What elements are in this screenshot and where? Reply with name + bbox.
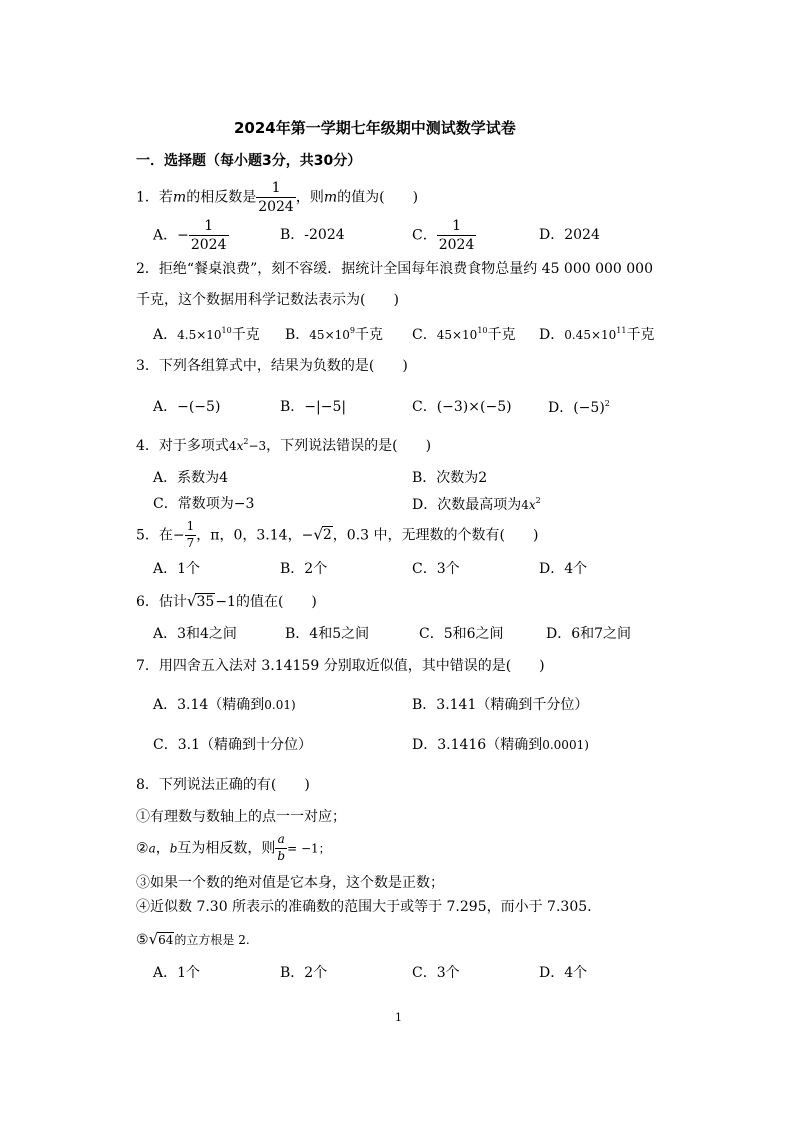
q4-option-d: D．次数最高项为$4x^2$ bbox=[412, 496, 541, 513]
q7-option-b: B．3.141（精确到千分位） bbox=[412, 697, 589, 713]
question-4: 4．对于多项式$4x^2-3$，下列说法错误的是( ) bbox=[136, 437, 432, 454]
q3-option-b: B．−|−5| bbox=[280, 399, 347, 415]
q5-option-b: B．2个 bbox=[280, 561, 328, 577]
q4-option-a: A．系数为4 bbox=[153, 470, 229, 486]
fraction: $\frac{1}{2024}$ bbox=[190, 218, 227, 254]
q6-option-d: D．6和7之间 bbox=[546, 626, 632, 642]
q1-option-b: B．-2024 bbox=[280, 227, 345, 243]
question-3: 3．下列各组算式中，结果为负数的是( ) bbox=[136, 358, 408, 374]
question-7: 7．用四舍五入法对 3.14159 分别取近似值，其中错误的是( ) bbox=[136, 658, 545, 674]
question-2-line-1: 2．拒绝“餐桌浪费”，刻不容缓．据统计全国每年浪费食物总量约 45 000 000 000 bbox=[136, 261, 654, 277]
q7-option-d: D．3.1416（精确到0.0001) bbox=[412, 737, 589, 753]
q2-option-a: A．$4.5\times 10^{10}$千克 bbox=[153, 326, 260, 343]
fraction: $\frac{a}{b}$ bbox=[277, 832, 286, 863]
q4-option-c: C．常数项为−3 bbox=[153, 496, 255, 512]
question-1: 1．若m的相反数是 $\frac{1}{2024}$ ，则m的值为( ) bbox=[136, 180, 419, 216]
q2-option-d: D．$0.45\times 10^{11}$千克 bbox=[539, 326, 655, 343]
section-heading: 一．选择题（每小题3分，共30分） bbox=[136, 153, 362, 169]
q8-statement-5: ⑤√64的立方根是 2. bbox=[136, 930, 250, 948]
fraction: $\frac{1}{7}$ bbox=[186, 519, 195, 550]
q6-option-a: A．3和4之间 bbox=[153, 626, 237, 642]
q8-statement-1: ①有理数与数轴上的点一一对应； bbox=[136, 809, 346, 825]
q7-option-c: C．3.1（精确到十分位） bbox=[153, 737, 312, 753]
fraction: $\frac{1}{2024}$ bbox=[258, 180, 294, 216]
q3-option-c: C．(−3)×(−5) bbox=[412, 399, 512, 415]
q2-option-c: C．$45\times 10^{10}$千克 bbox=[412, 326, 516, 343]
q5-option-c: C．3个 bbox=[412, 561, 460, 577]
radical-sign: √ bbox=[148, 930, 159, 948]
q1-option-c: C． $\frac{1}{2024}$ bbox=[412, 218, 475, 254]
q5-option-d: D．4个 bbox=[539, 561, 588, 577]
question-8: 8．下列说法正确的有( ) bbox=[136, 777, 310, 793]
question-6: 6．估计√35−1的值在( ) bbox=[136, 592, 317, 610]
exam-title: 2024年第一学期七年级期中测试数学试卷 bbox=[234, 119, 516, 137]
q7-option-a: A．3.14（精确到0.01) bbox=[153, 697, 296, 713]
q8-option-c: C．3个 bbox=[412, 965, 460, 981]
q8-statement-4: ④近似数 7.30 所表示的准确数的范围大于或等于 7.295，而小于 7.305. bbox=[136, 899, 592, 915]
q8-option-a: A．1个 bbox=[153, 965, 201, 981]
q3-option-d: D．$(-5)^2$ bbox=[548, 399, 610, 416]
q6-option-c: C．5和6之间 bbox=[419, 626, 504, 642]
q8-statement-3: ③如果一个数的绝对值是它本身，这个数是正数； bbox=[136, 875, 444, 891]
q1-option-d: D．2024 bbox=[539, 227, 600, 243]
question-2-line-2: 千克，这个数据用科学记数法表示为( ) bbox=[136, 292, 399, 308]
q8-option-b: B．2个 bbox=[280, 965, 328, 981]
radical-sign: √ bbox=[313, 525, 323, 544]
q3-option-a: A．−(−5) bbox=[153, 399, 221, 415]
fraction: $\frac{1}{2024}$ bbox=[438, 218, 475, 254]
q2-option-b: B．$45\times 10^9$千克 bbox=[285, 326, 383, 343]
question-5: 5．在− $\frac{1}{7}$ ，π，0，3.14，−√2，0.3 中，无理数的个数有( ) bbox=[136, 519, 539, 550]
q4-option-b: B．次数为2 bbox=[412, 470, 488, 486]
q8-statement-2: ②a，b互为相反数，则 $\frac{a}{b}$ = −1； bbox=[136, 832, 331, 863]
q6-option-b: B．4和5之间 bbox=[285, 626, 370, 642]
radical-sign: √ bbox=[186, 592, 197, 610]
q1-option-a: A．− $\frac{1}{2024}$ bbox=[153, 218, 227, 254]
q5-option-a: A．1个 bbox=[153, 561, 201, 577]
page-number: 1 bbox=[395, 1011, 402, 1024]
q8-option-d: D．4个 bbox=[539, 965, 588, 981]
